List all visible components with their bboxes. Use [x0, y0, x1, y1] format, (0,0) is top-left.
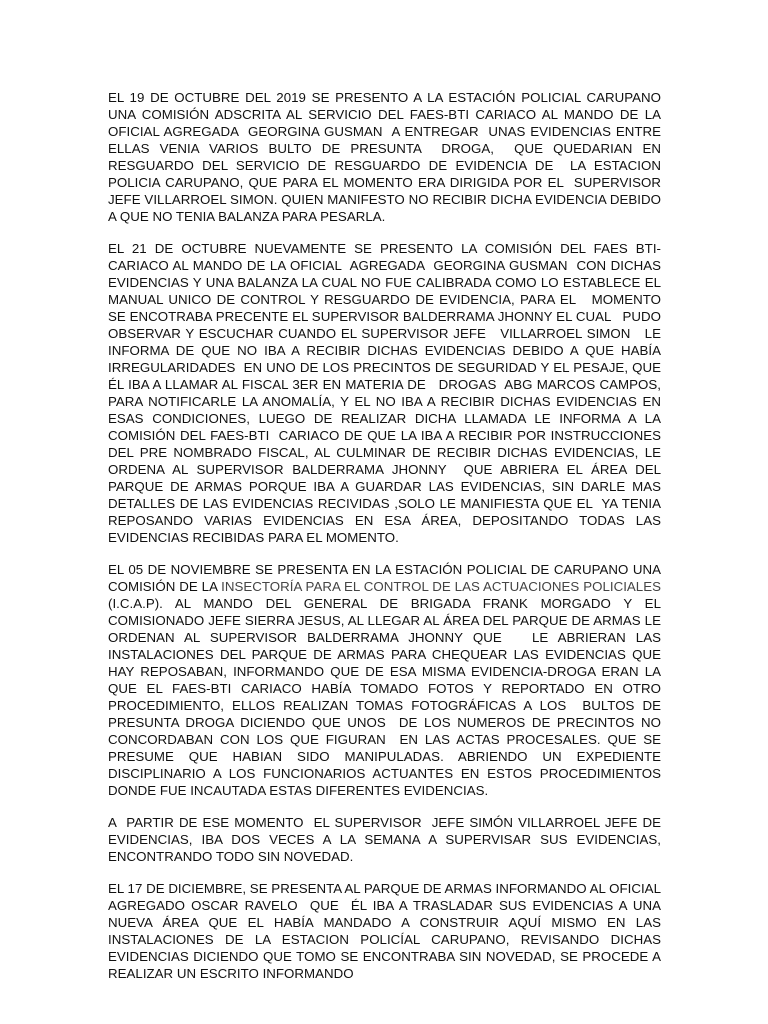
paragraph-5: EL 17 DE DICIEMBRE, SE PRESENTA AL PARQUE DE ARMAS INFORMANDO AL OFICIAL AGREGADO OSCAR RAVELO QUE ÉL IBA A TRASLADAR SUS EVIDENCIAS A UNA NUEVA ÁREA QUE EL HABÍA MANDADO A CONSTRUIR AQUÍ MISMO EN LAS INSTALACIONES DE LA ESTACION POLICÍAL CARUPANO, REVISANDO DICHAS EVIDENCIAS DICIENDO QUE TOMO SE ENCONTRABA SIN NOVEDAD, SE PROCEDE A REALIZAR UN ESCRITO INFORMANDO	[108, 881, 665, 981]
paragraph-2: EL 21 DE OCTUBRE NUEVAMENTE SE PRESENTO LA COMISIÓN DEL FAES BTI-CARIACO AL MANDO DE LA OFICIAL AGREGADA GEORGINA GUSMAN CON DICHAS EVIDENCIAS Y UNA BALANZA LA CUAL NO FUE CALIBRADA COMO LO ESTABLECE EL MANUAL UNICO DE CONTROL Y RESGUARDO DE EVIDENCIA, PARA EL MOMENTO SE ENCOTRABA PRECENTE EL SUPERVISOR BALDERRAMA JHONNY EL CUAL PUDO OBSERVAR Y ESCUCHAR CUANDO EL SUPERVISOR JEFE VILLARROEL SIMON LE INFORMA DE QUE NO IBA A RECIBIR DICHAS EVIDENCIAS DEBIDO A QUE HABÍA IRREGULARIDADES EN UNO DE LOS PRECINTOS DE SEGURIDAD Y EL PESAJE, QUE ÉL IBA A LLAMAR AL FISCAL 3ER EN MATERIA DE DROGAS ABG MARCOS CAMPOS, PARA NOTIFICARLE LA ANOMALÍA, Y EL NO IBA A RECIBIR DICHAS EVIDENCIAS EN ESAS CONDICIONES, LUEGO DE REALIZAR DICHA LLAMADA LE INFORMA A LA COMISIÓN DEL FAES-BTI CARIACO DE QUE LA IBA A RECIBIR POR INSTRUCCIONES DEL PRE NOMBRADO FISCAL, AL CULMINAR DE RECIBIR DICHAS EVIDENCIAS, LE ORDENA AL SUPERVISOR BALDERRAMA JHONNY QUE ABRIERA EL ÁREA DEL PARQUE DE ARMAS PORQUE IBA A GUARDAR LAS EVIDENCIAS, SIN DARLE MAS DETALLES DE LAS EVIDENCIAS RECIVIDAS ,SOLO LE MANIFIESTA QUE EL YA TENIA REPOSANDO VARIAS EVIDENCIAS EN ESA ÁREA, DEPOSITANDO TODAS LAS EVIDENCIAS RECIBIDAS PARA EL MOMENTO.	[108, 241, 665, 545]
document-page	[108, 89, 665, 997]
paragraph-3-part-2: (I.C.A.P). AL MANDO DEL GENERAL DE BRIGADA FRANK MORGADO Y EL COMISIONADO JEFE SIERRA JESUS, AL LLEGAR AL ÁREA DEL PARQUE DE ARMAS LE ORDENAN AL SUPERVISOR BALDERRAMA JHONNY QUE LE ABRIERAN LAS INSTALACIONES DEL PARQUE DE ARMAS PARA CHEQUEAR LAS EVIDENCIAS QUE HAY REPOSABAN, INFORMANDO QUE DE ESA MISMA EVIDENCIA-DROGA ERAN LA QUE EL FAES-BTI CARIACO HABÍA TOMADO FOTOS Y REPORTADO EN OTRO PROCEDIMIENTO, ELLOS REALIZAN TOMAS FOTOGRÁFICAS A LOS BULTOS DE PRESUNTA DROGA DICIENDO QUE UNOS DE LOS NUMEROS DE PRECINTOS NO CONCORDABAN CON LOS QUE FIGURAN EN LAS ACTAS PROCESALES. QUE SE PRESUME QUE HABIAN SIDO MANIPULADAS. ABRIENDO UN EXPEDIENTE DISCIPLINARIO A LOS FUNCIONARIOS ACTUANTES EN ESTOS PROCEDIMIENTOS DONDE FUE INCAUTADA ESTAS DIFERENTES EVIDENCIAS.	[108, 579, 665, 798]
paragraph-3	[108, 561, 665, 799]
paragraph-3-part-1: EL 05 DE NOVIEMBRE SE PRESENTA EN LA ESTACIÓN POLICIAL DE CARUPANO UNA COMISIÓN DE LA	[108, 562, 665, 594]
paragraph-1: EL 19 DE OCTUBRE DEL 2019 SE PRESENTO A LA ESTACIÓN POLICIAL CARUPANO UNA COMISIÓN ADSCRITA AL SERVICIO DEL FAES-BTI CARIACO AL MANDO DE LA OFICIAL AGREGADA GEORGINA GUSMAN A ENTREGAR UNAS EVIDENCIAS ENTRE ELLAS VENIA VARIOS BULTO DE PRESUNTA DROGA, QUE QUEDARIAN EN RESGUARDO DEL SERVICIO DE RESGUARDO DE EVIDENCIA DE LA ESTACION POLICIA CARUPANO, QUE PARA EL MOMENTO ERA DIRIGIDA POR EL SUPERVISOR JEFE VILLARROEL SIMON. QUIEN MANIFESTO NO RECIBIR DICHA EVIDENCIA DEBIDO A QUE NO TENIA BALANZA PARA PESARLA.	[108, 90, 665, 224]
paragraph-3-faded-text: INSECTORÍA PARA EL CONTROL DE LAS ACTUACIONES POLICIALES	[221, 579, 661, 594]
paragraph-4: A PARTIR DE ESE MOMENTO EL SUPERVISOR JEFE SIMÓN VILLARROEL JEFE DE EVIDENCIAS, IBA DOS VECES A LA SEMANA A SUPERVISAR SUS EVIDENCIAS, ENCONTRANDO TODO SIN NOVEDAD.	[108, 815, 665, 864]
